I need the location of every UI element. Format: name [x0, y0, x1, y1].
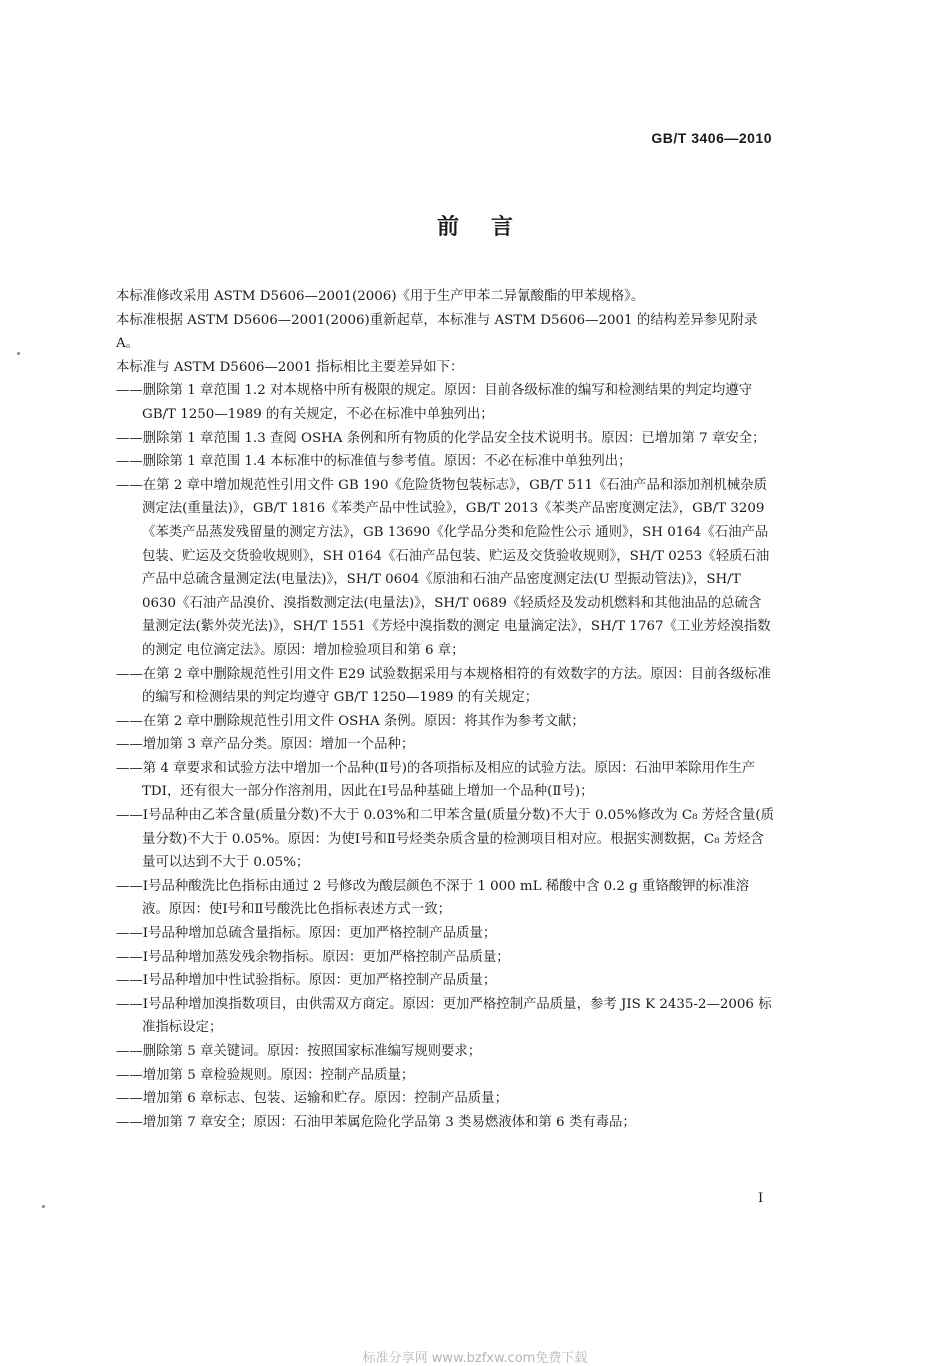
difference-item: ——Ⅰ号品种增加中性试验指标。原因：更加严格控制产品质量； [116, 973, 497, 989]
difference-item: ——删除第 1 章范围 1.3 查阅 OSHA 条例和所有物质的化学品安全技术说明书。原因：已增加第 7 章安全； [116, 430, 766, 446]
foreword-body [116, 285, 774, 1134]
page-number: I [758, 1191, 764, 1206]
difference-item: ——在第 2 章中删除规范性引用文件 OSHA 条例。原因：将其作为参考文献； [116, 713, 585, 729]
scan-speck [42, 1205, 45, 1208]
difference-item: ——Ⅰ号品种增加总硫含量指标。原因：更加严格控制产品质量； [116, 926, 497, 942]
scan-speck [17, 352, 20, 355]
difference-item: ——删除第 1 章范围 1.4 本标准中的标准值与参考值。原因：不必在标准中单独列出； [116, 454, 632, 470]
difference-item: ——删除第 5 章关键词。原因：按照国家标准编写规则要求； [116, 1044, 482, 1059]
difference-item: ——增加第 5 章检验规则。原因：控制产品质量； [116, 1067, 415, 1083]
intro-paragraph: 本标准根据 ASTM D5606—2001(2006)重新起草，本标准与 ASTM D5606—2001 的结构差异参见附录 A。 [116, 312, 758, 352]
difference-item: ——增加第 6 章标志、包装、运输和贮存。原因：控制产品质量； [116, 1091, 508, 1107]
difference-item: ——在第 2 章中删除规范性引用文件 E29 试验数据采用与本规格相符的有效数字的方法。原因：目前各级标准的编写和检测结果的判定均遵守 GB/T 1250—1989 的有关规定； [116, 666, 771, 706]
page-title: 前言 [436, 214, 545, 240]
difference-item: ——增加第 3 章产品分类。原因：增加一个品种； [116, 737, 415, 753]
watermark-text: 标准分享网 www.bzfxw.com免费下载 [362, 1351, 588, 1366]
difference-item: ——增加第 7 章安全；原因：石油甲苯属危险化学品第 3 类易燃液体和第 6 类有毒品； [116, 1114, 636, 1130]
difference-item: ——在第 2 章中增加规范性引用文件 GB 190《危险货物包装标志》，GB/T 511《石油产品和添加剂机械杂质测定法(重量法)》，GB/T 1816《苯类产品中性试验》，GB/T 2013《苯类产品密度测定法》，GB/T 3209《苯类产品蒸发残留量的测定方法》，GB 13690《化学品分类和危险性公示 通则》，SH 0164《石油产品包装、贮运及交货验收规则》，SH 0164《石油产品包装、贮运及交货验收规则》，SH/T 0253《轻质石油产品中总硫含量测定法(电量法)》，SH/T 0604《原油和石油产品密度测定法(U 型振动管法)》，SH/T 0630《石油产品溴价、溴指数测定法(电量法)》，SH/T 0689《轻质烃及发动机燃料和其他油品的总硫含量测定法(紫外荧光法)》，SH/T 1551《芳烃中溴指数的测定 电量滴定法》，SH/T 1767《工业芳烃溴指数的测定 电位滴定法》。原因：增加检验项目和第 6 章； [116, 477, 771, 658]
difference-item: ——Ⅰ号品种增加溴指数项目，由供需双方商定。原因：更加严格控制产品质量，参考 JIS K 2435-2—2006 标准指标设定； [116, 996, 772, 1036]
difference-item: ——Ⅰ号品种由乙苯含量(质量分数)不大于 0.03%和二甲苯含量(质量分数)不大于 0.05%修改为 C₈ 芳烃含量(质量分数)不大于 0.05%。原因：为使Ⅰ号和Ⅱ号烃类杂质含量的检测项目相对应。根据实测数据，C₈ 芳烃含量可以达到不大于 0.05%； [116, 808, 774, 871]
difference-item: ——第 4 章要求和试验方法中增加一个品种(Ⅱ号)的各项指标及相应的试验方法。原因：石油甲苯除用作生产 TDI，还有很大一部分作溶剂用，因此在Ⅰ号品种基础上增加一个品种(Ⅱ号)； [116, 760, 756, 800]
difference-item: ——Ⅰ号品种增加蒸发残余物指标。原因：更加严格控制产品质量； [116, 949, 510, 965]
intro-paragraph: 本标准与 ASTM D5606—2001 指标相比主要差异如下： [116, 359, 464, 375]
standard-code: GB/T 3406—2010 [651, 130, 772, 146]
difference-item: ——Ⅰ号品种酸洗比色指标由通过 2 号修改为酸层颜色不深于 1 000 mL 稀酸中含 0.2 g 重铬酸钾的标准溶液。原因：使Ⅰ号和Ⅱ号酸洗比色指标表述方式一致； [116, 878, 750, 918]
intro-paragraph: 本标准修改采用 ASTM D5606—2001(2006)《用于生产甲苯二异氰酸酯的甲苯规格》。 [116, 289, 645, 304]
difference-item: ——删除第 1 章范围 1.2 对本规格中所有极限的规定。原因：目前各级标准的编写和检测结果的判定均遵守 GB/T 1250—1989 的有关规定，不必在标准中单独列出； [116, 383, 753, 422]
